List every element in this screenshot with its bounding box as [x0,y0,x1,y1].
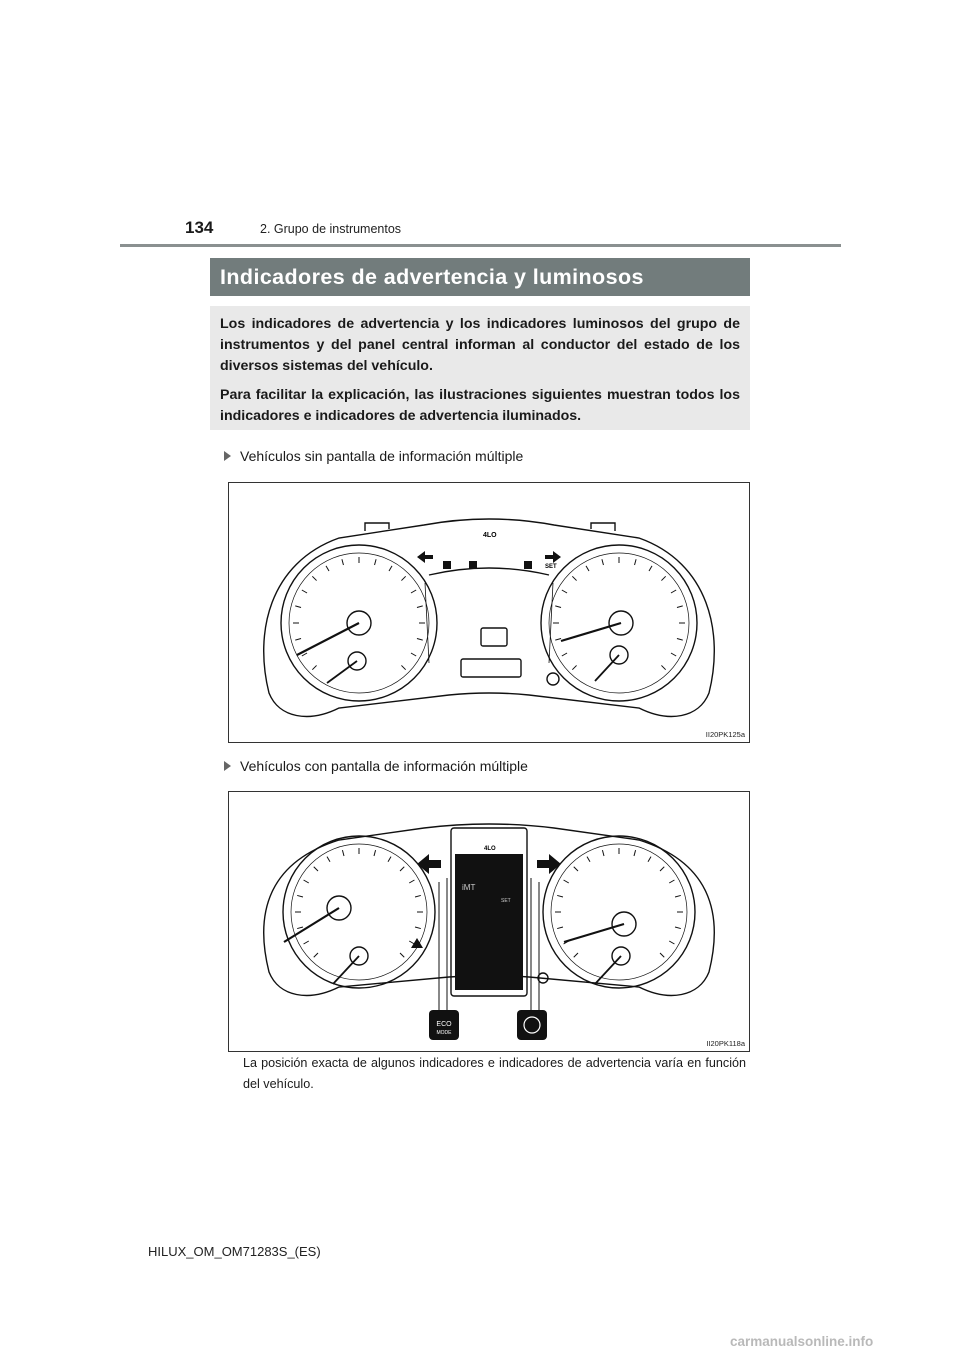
bullet-triangle-icon [224,451,231,461]
footer-manual-code: HILUX_OM_OM71283S_(ES) [148,1244,321,1259]
gauge-tick [648,857,651,862]
gauge-tick [669,880,674,883]
figure-1-caption [224,448,523,464]
gauge-tick [635,559,637,565]
gauge-tick [562,590,567,593]
gauge-tick [314,953,318,957]
gauge-tick [675,895,681,897]
gauge-tick [675,927,681,929]
gauge-tick [312,665,316,669]
gauge-tick [342,850,344,856]
gauge-tick [409,941,414,944]
imt-indicator: iMT [462,883,476,892]
gauge-tick [375,559,377,565]
gauge-tick [574,953,578,957]
multi-information-display [455,854,523,990]
turn-left-arrow-icon [417,854,441,874]
gauge-tick [661,576,665,580]
gauge-tick [671,653,676,656]
warning-icon [443,561,451,569]
gauge-tick [557,927,563,929]
bullet-triangle-icon [224,761,231,771]
gauge-tick [411,653,416,656]
gauge-tick [304,880,309,883]
gauge-tick [400,867,404,871]
gauge-tick [572,665,576,669]
gauge-tick [400,953,404,957]
gauge-tick [557,895,563,897]
gauge-tick [415,927,421,929]
gauge-tick [555,606,561,608]
cruise-control-switch [517,1010,547,1040]
gauge-tick [295,639,301,641]
header-divider [120,244,841,247]
figure-2-code: II20PK118a [706,1039,745,1048]
gauge-tick [586,566,589,571]
figure-1-cluster-no-display [228,482,750,743]
gauge-tick [389,566,392,571]
warning-icon [524,561,532,569]
figure-2-cluster-with-display [228,791,750,1052]
gauge-tick [401,576,405,580]
watermark: carmanualsonline.info [730,1334,874,1349]
gauge-tick [677,639,683,641]
four-lo-indicator: 4LO [484,846,496,852]
gauge-tick [401,665,405,669]
turn-right-arrow-icon [545,551,561,563]
gauge-tick [417,606,423,608]
intro-box [210,306,750,430]
gauge-tick [388,857,391,862]
position-note: La posición exacta de algunos indicadores e indicadores de advertencia varía en función del vehículo. [243,1056,746,1091]
section-title-bar [210,258,750,296]
gauge-tick [671,590,676,593]
gauge-tick [304,941,309,944]
four-lo-indicator: 4LO [483,532,497,539]
gauge-tick [295,606,301,608]
gauge-tick [669,941,674,944]
figure-1-code: II20PK125a [705,730,745,739]
gauge-tick [564,880,569,883]
gauge-tick [415,895,421,897]
section-title: Indicadores de advertencia y luminosos [220,265,644,289]
gauge-tick [602,850,604,856]
mode-label: MODE [436,1030,452,1036]
gauge-tick [574,867,578,871]
eco-label: ECO [436,1021,452,1028]
gauge-tick [417,639,423,641]
gauge-tick [327,857,330,862]
gauge-tick [312,576,316,580]
gauge-tick [302,653,307,656]
gauge-tick [587,857,590,862]
intro-paragraph-2: Para facilitar la explicación, las ilustraciones siguientes muestran todos los indicadores e indicadores de advertencia iluminados. [220,387,740,424]
gauge-tick [409,880,414,883]
gauge-tick [572,576,576,580]
gauge-tick [649,566,652,571]
figure-1-caption-text: Vehículos sin pantalla de información múltiple [240,448,524,464]
gauge-tick [302,590,307,593]
figure-2-caption-text: Vehículos con pantalla de información múltiple [240,758,528,774]
turn-right-arrow-icon [537,854,561,874]
gauge-tick [677,606,683,608]
turn-left-arrow-icon [417,551,433,563]
warning-icon [469,561,477,569]
instrument-cluster-illustration-1 [229,483,749,742]
gauge-tick [314,867,318,871]
instrument-cluster-illustration-2 [229,792,749,1051]
gauge-tick [661,665,665,669]
figure-2-caption [224,758,528,774]
intro-paragraph-1: Los indicadores de advertencia y los indicadores luminosos del grupo de instrumentos y del panel central informan al conductor del estado de los diversos sistemas del vehículo. [220,316,740,374]
gauge-tick [634,850,636,856]
gauge-tick [297,927,303,929]
gauge-tick [297,895,303,897]
gauge-tick [411,590,416,593]
gauge-tick [660,867,664,871]
set-indicator: SET [545,564,557,570]
chapter-title: 2. Grupo de instrumentos [260,222,402,236]
gauge-tick [374,850,376,856]
gauge-tick [562,653,567,656]
gauge-tick [602,559,604,565]
gauge-tick [555,639,561,641]
set-indicator: SET [501,898,511,904]
gauge-tick [326,566,329,571]
gauge-tick [342,559,344,565]
page-number: 134 [185,218,214,237]
gauge-tick [660,953,664,957]
